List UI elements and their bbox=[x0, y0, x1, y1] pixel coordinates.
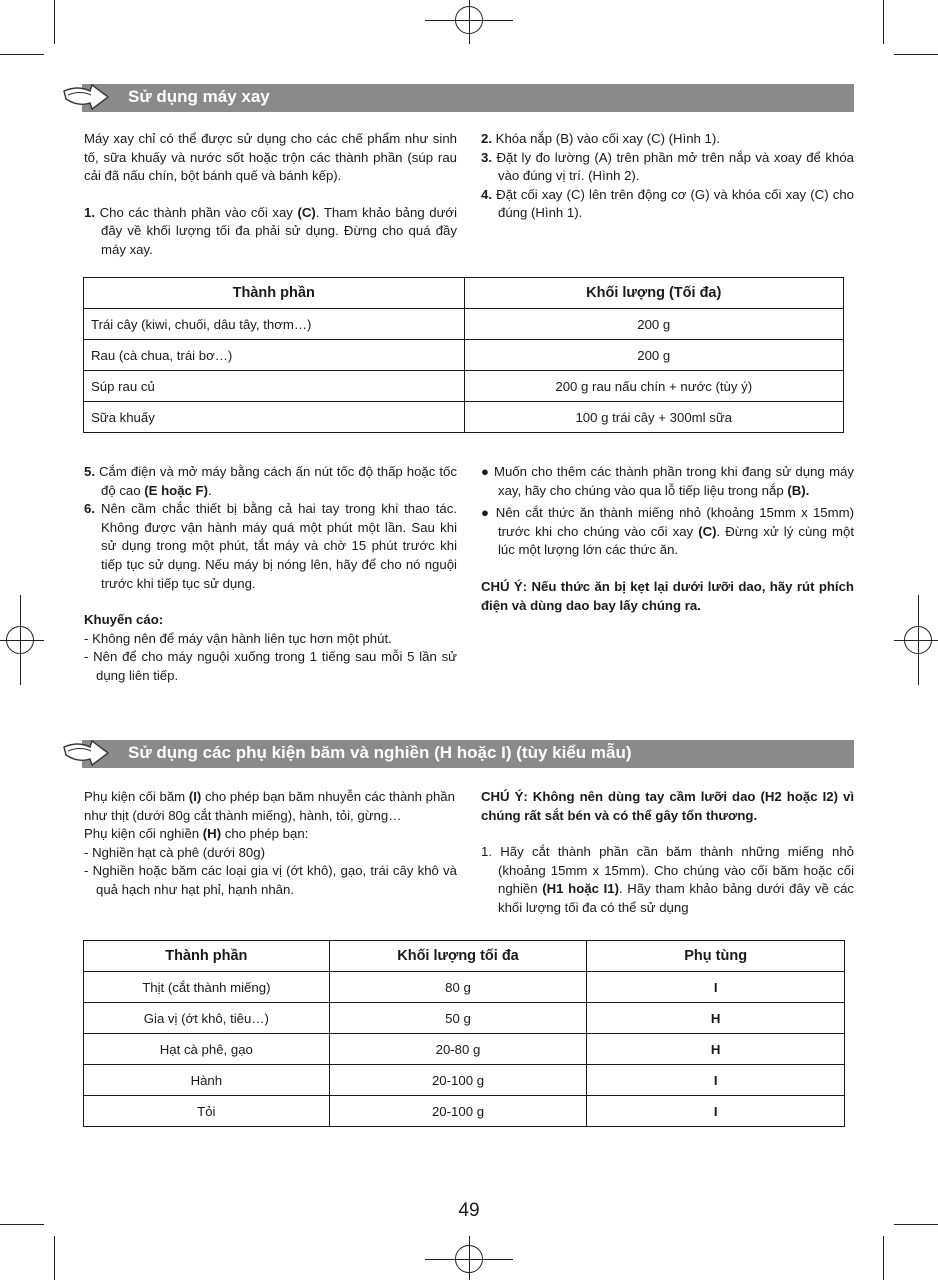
section-title: Sử dụng máy xay bbox=[128, 87, 270, 106]
step-3: 3. Đặt ly đo lường (A) trên phần mở trên nắp và xoay để khóa vào đúng vị trí. (Hình 2). bbox=[481, 149, 854, 184]
step-4: 4. Đặt cối xay (C) lên trên động cơ (G) và khóa cối xay (C) cho đúng (Hình 1). bbox=[481, 186, 855, 221]
step-1: 1. Cho các thành phần vào cối xay (C). Tham khảo bảng dưới đây về khối lượng tối đa phải sử dụng. Đừng cho quá đầy máy xay. bbox=[84, 204, 458, 257]
step-6: 6. Nên cầm chắc thiết bị bằng cả hai tay trong khi thao tác. Không được vận hành máy quá một phút một lần. Sau khi sử dụng trong một phút, tắt máy và chờ 15 phút trước khi tiếp tục sử dụng. Nếu máy bị nóng lên, hãy để cho nó nguội trước khi tiếp tục sử dụng. bbox=[84, 501, 457, 591]
crop-mark bbox=[0, 1224, 44, 1225]
chopper-quantity-table bbox=[83, 940, 845, 1127]
page-number: 49 bbox=[458, 1200, 480, 1221]
table-row: Súp rau củ 200 g rau nấu chín + nước (tùy ý) bbox=[84, 371, 844, 402]
section-header-blender bbox=[82, 84, 854, 112]
section-header-chopper bbox=[82, 740, 854, 768]
table-row: Rau (cà chua, trái bơ…) 200 g bbox=[84, 340, 844, 371]
crop-mark bbox=[894, 1224, 938, 1225]
bullet-item: ● Nên cắt thức ăn thành miếng nhỏ (khoảng 15mm x 15mm) trước khi cho chúng vào cối xay (C). Đừng xử lý cùng một lúc một lượng lớn các thức ăn. bbox=[481, 505, 854, 558]
arrow-icon bbox=[62, 81, 122, 115]
caution-note: CHÚ Ý: Nếu thức ăn bị kẹt lại dưới lưỡi dao, hãy rút phích điện và dùng dao bay lấy chúng ra. bbox=[481, 578, 854, 613]
warning-item: - Nên để cho máy nguội xuống trong 1 tiếng sau mỗi 5 lần sử dụng liên tiếp. bbox=[84, 649, 457, 683]
table-row: Thịt (cắt thành miếng) 80 g I bbox=[84, 972, 845, 1003]
table-row: Trái cây (kiwi, chuối, dâu tây, thơm…) 200 g bbox=[84, 309, 844, 340]
crop-mark bbox=[0, 54, 44, 55]
table-header-row: Thành phần Khối lượng tối đa Phụ tùng bbox=[84, 941, 845, 972]
crop-mark bbox=[894, 54, 938, 55]
bullet-item: ● Muốn cho thêm các thành phần trong khi đang sử dụng máy xay, hãy cho chúng vào qua lỗ tiếp liệu trong nắp (B). bbox=[481, 464, 854, 498]
table-row: Gia vị (ớt khô, tiêu…) 50 g H bbox=[84, 1003, 845, 1034]
list-item: - Nghiền hạt cà phê (dưới 80g) bbox=[84, 844, 265, 860]
steps-5-6 bbox=[84, 463, 457, 686]
crop-mark bbox=[54, 1236, 55, 1280]
list-item: - Nghiền hoặc băm các loại gia vị (ớt khô), gạo, trái cây khô và quả hạch như hạt phỉ, hạnh nhân. bbox=[84, 863, 457, 897]
section-title: Sử dụng các phụ kiện băm và nghiền (H hoặc I) (tùy kiểu mẫu) bbox=[128, 743, 632, 762]
step-5: 5. Cắm điện và mở máy bằng cách ấn nút tốc độ thấp hoặc tốc độ cao (E hoặc F). bbox=[84, 464, 457, 498]
crop-mark bbox=[54, 0, 55, 44]
accessories-instructions bbox=[481, 788, 854, 918]
intro-text: Máy xay chỉ có thể được sử dụng cho các chế phẩm như sinh tố, sữa khuấy và nước sốt hoặc trộn các thành phần (súp rau cải đã nấu chín, bột bánh quế và bánh kếp). 1. Cho các thành phần vào cối xay (C). Tham khảo bảng dưới đây về khối lượng tối đa phải sử dụng. Đừng cho quá đầy máy xay. bbox=[84, 130, 457, 260]
step-1: 1. Hãy cắt thành phần cần băm thành những miếng nhỏ (khoảng 15mm x 15mm). Cho chúng vào cối băm hoặc cối nghiền (H1 hoặc I1). Hãy tham khảo bảng dưới đây về các khối lượng tối đa có thể sử dụng bbox=[481, 844, 855, 915]
step-2: 2. Khóa nắp (B) vào cối xay (C) (Hình 1). bbox=[481, 131, 720, 146]
arrow-icon bbox=[62, 737, 122, 771]
accessories-text: Phụ kiện cối băm (I) cho phép bạn băm nhuyễn các thành phần như thịt (dưới 80g cắt thành miếng), hành, tỏi, gừng… Phụ kiện cối nghiền (H) cho phép bạn: - Nghiền hạt cà phê (dưới 80g) - Nghiền hoặc băm các loại gia vị (ớt khô), gạo, trái cây khô và quả hạch như hạt phỉ, hạnh nhân. bbox=[84, 788, 457, 900]
tips bbox=[481, 463, 854, 615]
table-row: Hành 20-100 g I bbox=[84, 1065, 845, 1096]
crop-mark bbox=[883, 0, 884, 44]
steps-right bbox=[481, 130, 854, 223]
table-row: Tỏi 20-100 g I bbox=[84, 1096, 845, 1127]
blender-quantity-table bbox=[83, 277, 844, 433]
table-row: Hạt cà phê, gạo 20-80 g H bbox=[84, 1034, 845, 1065]
table-row: Sữa khuấy 100 g trái cây + 300ml sữa bbox=[84, 402, 844, 433]
warning-item: - Không nên để máy vận hành liên tục hơn một phút. bbox=[84, 630, 392, 646]
warning-title: Khuyến cáo: bbox=[84, 612, 164, 628]
caution-note: CHÚ Ý: Không nên dùng tay cầm lưỡi dao (H2 hoặc I2) vì chúng rất sắt bén và có thể gây tổn thương. bbox=[481, 789, 854, 823]
crop-mark bbox=[883, 1236, 884, 1280]
table-header-row: Thành phần Khối lượng (Tối đa) bbox=[84, 278, 844, 309]
